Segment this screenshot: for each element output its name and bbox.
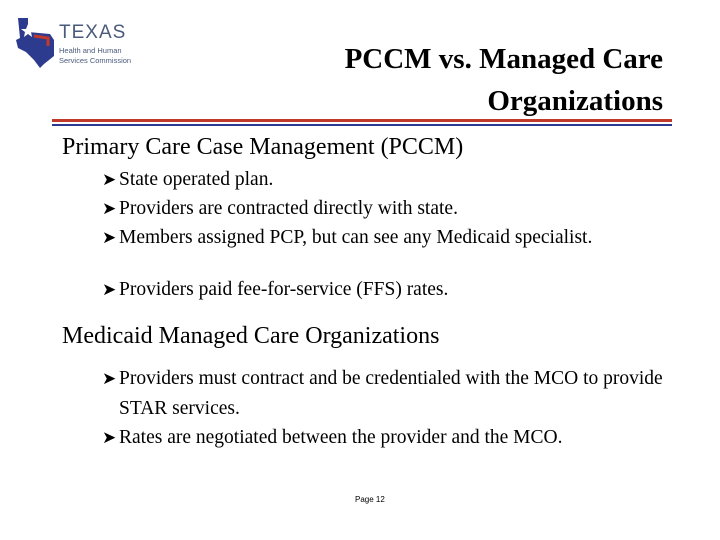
slide-title: PCCM vs. Managed Care Organizations	[344, 43, 663, 117]
arrow-bullet-icon: ➤	[102, 369, 117, 388]
bullet-text: Members assigned PCP, but can see any Medicaid specialist.	[119, 227, 593, 248]
bullet-text: Providers must contract and be credentialed with the MCO to provide STAR services.	[119, 368, 663, 419]
logo-name: TEXAS	[59, 22, 127, 43]
arrow-bullet-icon: ➤	[102, 170, 117, 189]
bullet-text: State operated plan.	[119, 169, 274, 190]
title-divider-blue	[52, 124, 672, 126]
arrow-bullet-icon: ➤	[102, 199, 117, 218]
bullet-item	[102, 198, 679, 219]
arrow-bullet-icon: ➤	[102, 228, 117, 247]
bullet-item	[102, 427, 679, 448]
hhsc-logo	[14, 16, 144, 70]
page-number: Page 12	[355, 495, 385, 504]
bullet-item	[102, 169, 679, 190]
title-divider-red	[52, 119, 672, 122]
bullet-item	[102, 364, 679, 424]
arrow-bullet-icon: ➤	[102, 428, 117, 447]
bullet-text: Rates are negotiated between the provider and the MCO.	[119, 427, 563, 448]
bullet-item	[102, 227, 679, 248]
arrow-bullet-icon: ➤	[102, 280, 117, 299]
bullet-text: Providers are contracted directly with state.	[119, 198, 458, 219]
bullet-item	[102, 279, 679, 300]
bullet-text: Providers paid fee-for-service (FFS) rates.	[119, 279, 449, 300]
section-heading-pccm: Primary Care Case Management (PCCM)	[62, 134, 464, 160]
logo-subtitle: Health and Human Services Commission	[59, 46, 132, 65]
section-heading-mco: Medicaid Managed Care Organizations	[62, 323, 440, 349]
texas-map-icon	[14, 16, 58, 70]
